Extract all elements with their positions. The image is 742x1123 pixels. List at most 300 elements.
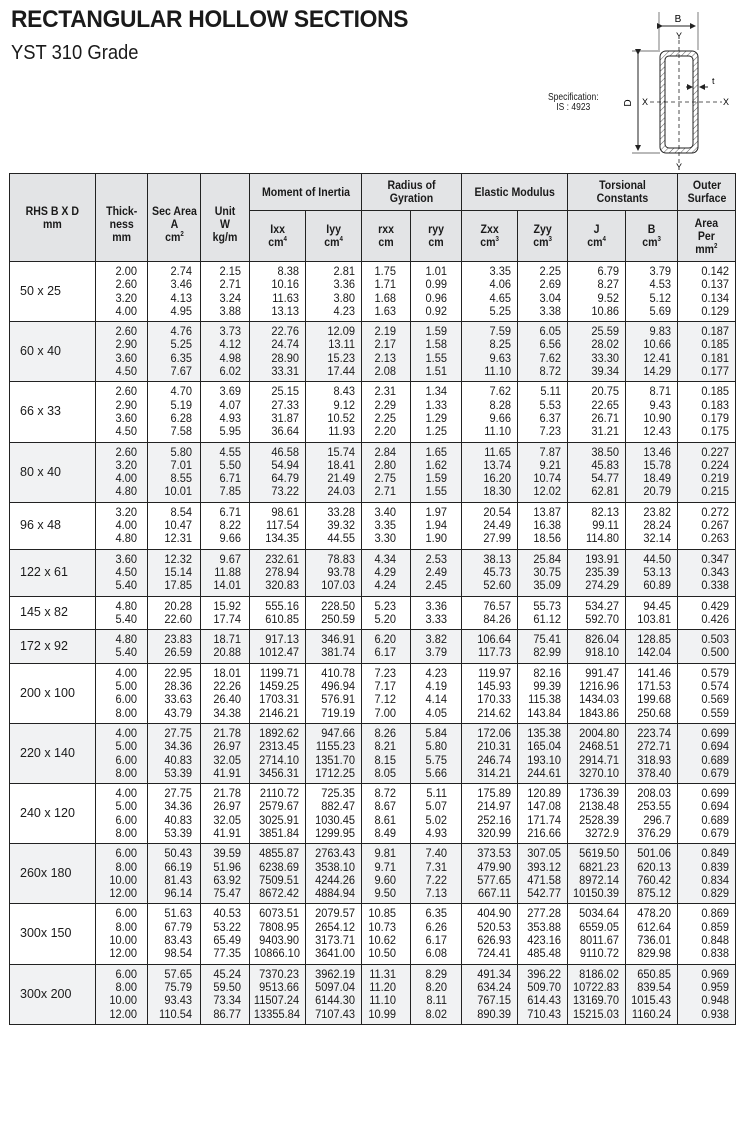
zyy-value: 5.11 <box>540 384 562 399</box>
thickness-label: t <box>712 76 715 86</box>
torsional-b-value: 8.71 <box>649 384 672 399</box>
torsional-b-value: 501.06 <box>637 846 672 861</box>
zxx-value: 117.73 <box>478 645 512 660</box>
rxx-value: 8.21 <box>374 739 397 754</box>
thickness-value: 2.90 <box>115 337 137 352</box>
unit-weight-cell <box>201 723 250 783</box>
iyy-value: 381.74 <box>321 645 356 660</box>
outer-surface-area-cell <box>678 723 736 783</box>
ryy-value: 5.80 <box>425 739 448 754</box>
torsional-j-cell <box>568 502 626 549</box>
torsional-j-value: 2004.80 <box>579 725 620 740</box>
zyy-value: 542.77 <box>527 886 562 901</box>
iyy-value: 33.28 <box>327 504 356 519</box>
rxx-value: 2.20 <box>374 424 397 439</box>
zyy-value: 193.10 <box>527 752 562 767</box>
ryy-value: 5.11 <box>426 786 448 801</box>
iyy-value: 24.03 <box>327 484 356 499</box>
torsional-b-value: 736.01 <box>637 933 672 948</box>
ryy-value: 8.20 <box>425 979 448 994</box>
rxx-value: 1.68 <box>374 290 397 305</box>
ryy-value: 1.29 <box>425 410 448 425</box>
rxx-value: 9.50 <box>374 886 397 901</box>
thickness-value: 8.00 <box>115 705 137 720</box>
table-row <box>10 382 736 442</box>
rxx-value: 7.17 <box>374 679 397 694</box>
torsional-b-cell <box>626 382 678 442</box>
zyy-value: 75.41 <box>533 632 562 647</box>
torsional-b-value: 208.03 <box>637 786 672 801</box>
zyy-value: 277.28 <box>527 906 562 921</box>
zxx-value: 119.97 <box>478 665 512 680</box>
section-size: 240 x 120 <box>10 784 96 844</box>
outer-surface-area-value: 0.219 <box>701 471 730 486</box>
zyy-value: 165.04 <box>527 739 562 754</box>
iyy-cell <box>306 964 362 1024</box>
zxx-cell <box>462 382 518 442</box>
zyy-value: 216.66 <box>527 825 562 840</box>
zxx-value: 320.99 <box>477 825 512 840</box>
outer-surface-area-value: 0.503 <box>701 632 730 647</box>
sec-area-value: 5.25 <box>170 337 192 352</box>
torsional-b-value: 272.71 <box>637 739 672 754</box>
ryy-value: 4.23 <box>425 665 448 680</box>
ixx-value: 7370.23 <box>259 966 299 981</box>
thickness-cell <box>96 844 148 904</box>
rxx-cell <box>362 549 411 596</box>
depth-label: D <box>623 99 634 107</box>
thickness-value: 5.40 <box>115 578 137 593</box>
unit-weight-value: 51.96 <box>213 859 241 874</box>
rxx-value: 2.31 <box>374 384 397 399</box>
zxx-value: 7.59 <box>489 324 512 339</box>
iyy-value: 3173.71 <box>315 933 356 948</box>
unit-weight-value: 45.24 <box>213 966 241 981</box>
torsional-j-value: 20.75 <box>591 384 620 399</box>
rxx-value: 8.26 <box>374 725 397 740</box>
header-size: RHS B X D mm <box>10 174 96 262</box>
zxx-cell <box>462 596 518 630</box>
ixx-value: 73.22 <box>271 484 299 499</box>
zxx-cell <box>462 663 518 723</box>
sec-area-cell <box>148 723 201 783</box>
sec-area-value: 4.13 <box>170 290 192 305</box>
zyy-value: 7.87 <box>539 444 562 459</box>
torsional-b-cell <box>626 964 678 1024</box>
torsional-j-value: 3270.10 <box>579 765 620 780</box>
torsional-j-value: 45.83 <box>591 457 620 472</box>
thickness-value: 2.60 <box>115 324 137 339</box>
ryy-value: 1.51 <box>425 364 448 379</box>
ixx-value: 7509.51 <box>259 872 299 887</box>
zxx-value: 84.26 <box>483 611 512 626</box>
zxx-value: 4.06 <box>489 277 512 292</box>
outer-surface-area-value: 0.134 <box>701 290 730 305</box>
unit-weight-cell <box>201 844 250 904</box>
thickness-value: 2.00 <box>115 264 137 278</box>
zxx-value: 9.63 <box>489 350 512 365</box>
torsional-j-value: 1843.86 <box>579 705 620 720</box>
table-row <box>10 322 736 382</box>
outer-surface-area-value: 0.215 <box>701 484 730 499</box>
sec-area-value: 12.31 <box>164 531 192 546</box>
outer-surface-area-value: 0.574 <box>701 679 730 694</box>
unit-weight-value: 34.38 <box>213 705 241 720</box>
unit-weight-value: 26.97 <box>213 799 241 814</box>
rxx-value: 11.20 <box>369 979 397 994</box>
outer-surface-area-value: 0.179 <box>701 410 730 425</box>
thickness-value: 4.00 <box>115 471 137 486</box>
outer-surface-area-value: 0.338 <box>701 578 730 593</box>
zxx-value: 76.57 <box>483 598 512 613</box>
unit-weight-value: 9.66 <box>219 531 241 546</box>
ryy-value: 3.36 <box>425 598 448 613</box>
rxx-value: 3.35 <box>374 518 397 533</box>
sec-area-value: 50.43 <box>164 846 192 861</box>
torsional-j-value: 10722.83 <box>572 979 620 994</box>
sec-area-value: 27.75 <box>164 725 192 740</box>
ryy-value: 6.26 <box>425 919 448 934</box>
zxx-cell <box>462 322 518 382</box>
sec-area-value: 96.14 <box>164 886 192 901</box>
zxx-value: 18.30 <box>483 484 512 499</box>
torsional-b-value: 103.81 <box>637 611 672 626</box>
ryy-value: 1.97 <box>425 504 448 519</box>
unit-weight-value: 6.71 <box>219 471 241 486</box>
torsional-j-value: 54.77 <box>591 471 620 486</box>
outer-surface-area-value: 0.869 <box>701 906 730 921</box>
ixx-value: 6238.69 <box>259 859 299 874</box>
iyy-cell <box>306 784 362 844</box>
header-unit-weight: Unit W kg/m <box>201 174 250 262</box>
iyy-value: 1030.45 <box>315 812 356 827</box>
zyy-value: 396.22 <box>527 966 562 981</box>
ryy-value: 3.79 <box>425 645 448 660</box>
rxx-value: 8.15 <box>374 752 397 767</box>
ixx-value: 2579.67 <box>259 799 299 814</box>
iyy-value: 3.36 <box>333 277 356 292</box>
unit-weight-value: 2.71 <box>219 277 241 292</box>
ixx-value: 36.64 <box>271 424 299 439</box>
ryy-value: 1.33 <box>425 397 448 412</box>
header-moment-of-inertia: Moment of Inertia <box>250 174 362 211</box>
outer-surface-area-cell <box>678 596 736 630</box>
iyy-value: 4.23 <box>333 303 356 318</box>
outer-surface-area-value: 0.272 <box>701 504 730 519</box>
rxx-value: 8.61 <box>374 812 397 827</box>
zyy-value: 2.25 <box>539 264 562 278</box>
ryy-value: 6.17 <box>425 933 448 948</box>
section-size: 50 x 25 <box>10 262 96 322</box>
iyy-cell <box>306 844 362 904</box>
ixx-value: 117.54 <box>266 518 299 533</box>
rxx-value: 1.63 <box>374 303 397 318</box>
zyy-cell <box>518 502 568 549</box>
ryy-value: 0.92 <box>425 303 448 318</box>
sec-area-value: 5.80 <box>170 444 192 459</box>
ryy-value: 1.25 <box>425 424 448 439</box>
unit-weight-value: 77.35 <box>213 946 241 961</box>
ryy-cell <box>411 549 462 596</box>
torsional-j-value: 6559.05 <box>579 919 620 934</box>
zyy-value: 115.38 <box>528 692 562 707</box>
thickness-value: 4.80 <box>115 598 137 613</box>
ryy-value: 5.66 <box>425 765 448 780</box>
torsional-b-value: 223.74 <box>637 725 672 740</box>
outer-surface-area-value: 0.429 <box>701 598 730 613</box>
zyy-value: 61.12 <box>533 611 562 626</box>
thickness-value: 5.00 <box>115 799 137 814</box>
torsional-b-value: 13.46 <box>643 444 672 459</box>
zyy-value: 16.38 <box>533 518 562 533</box>
ixx-value: 1199.71 <box>259 665 299 680</box>
rxx-value: 2.75 <box>374 471 397 486</box>
torsional-j-cell <box>568 784 626 844</box>
rxx-value: 11.31 <box>369 966 397 981</box>
ixx-value: 46.58 <box>271 444 299 459</box>
ixx-value: 22.76 <box>271 324 299 339</box>
thickness-value: 5.40 <box>115 611 137 626</box>
section-size: 200 x 100 <box>10 663 96 723</box>
unit-weight-value: 63.92 <box>213 872 241 887</box>
unit-weight-value: 9.67 <box>219 551 241 566</box>
rxx-value: 9.81 <box>374 846 397 861</box>
unit-weight-cell <box>201 784 250 844</box>
grade-subtitle: YST 310 Grade <box>11 42 139 64</box>
outer-surface-area-value: 0.559 <box>701 705 730 720</box>
ixx-value: 13.13 <box>271 303 299 318</box>
torsional-j-cell <box>568 442 626 502</box>
thickness-value: 3.60 <box>115 410 137 425</box>
sec-area-cell <box>148 784 201 844</box>
unit-weight-value: 75.47 <box>213 886 241 901</box>
zyy-value: 147.08 <box>527 799 562 814</box>
torsional-b-value: 253.55 <box>637 799 672 814</box>
ryy-value: 4.93 <box>425 825 448 840</box>
unit-weight-value: 3.69 <box>219 384 241 399</box>
iyy-value: 3.80 <box>333 290 356 305</box>
zxx-cell <box>462 784 518 844</box>
thickness-value: 4.00 <box>115 665 137 680</box>
zxx-value: 24.49 <box>483 518 512 533</box>
axis-x-right-label: X <box>722 97 730 107</box>
iyy-value: 7107.43 <box>315 1006 356 1021</box>
thickness-value: 12.00 <box>109 946 137 961</box>
ixx-value: 278.94 <box>265 564 299 579</box>
torsional-b-value: 28.24 <box>643 518 672 533</box>
zxx-value: 8.28 <box>489 397 512 412</box>
unit-weight-value: 8.22 <box>219 518 241 533</box>
rxx-cell <box>362 322 411 382</box>
rxx-value: 8.67 <box>374 799 397 814</box>
unit-weight-cell <box>201 442 250 502</box>
iyy-value: 947.66 <box>321 725 356 740</box>
ryy-value: 0.96 <box>425 290 448 305</box>
zxx-cell <box>462 262 518 322</box>
torsional-j-value: 534.27 <box>585 598 620 613</box>
thickness-value: 5.40 <box>115 645 137 660</box>
torsional-j-value: 25.59 <box>591 324 620 339</box>
outer-surface-area-cell <box>678 382 736 442</box>
header-zyy: Zyy $cm^3$ <box>518 211 568 262</box>
section-size: 66 x 33 <box>10 382 96 442</box>
ryy-value: 1.94 <box>425 518 448 533</box>
thickness-value: 10.00 <box>109 872 137 887</box>
torsional-b-value: 296.7 <box>643 812 672 827</box>
torsional-j-cell <box>568 964 626 1024</box>
sec-area-value: 10.47 <box>164 518 192 533</box>
rxx-cell <box>362 442 411 502</box>
zyy-value: 3.04 <box>539 290 562 305</box>
unit-weight-value: 4.07 <box>219 397 241 412</box>
torsional-b-cell <box>626 322 678 382</box>
iyy-value: 17.44 <box>327 364 356 379</box>
iyy-cell <box>306 904 362 964</box>
torsional-b-value: 44.50 <box>643 551 672 566</box>
torsional-j-value: 8972.14 <box>579 872 620 887</box>
unit-weight-value: 15.92 <box>213 598 241 613</box>
torsional-j-cell <box>568 596 626 630</box>
section-size: 260x 180 <box>10 844 96 904</box>
zyy-value: 25.84 <box>533 551 562 566</box>
unit-weight-value: 21.78 <box>213 725 241 740</box>
torsional-b-value: 5.12 <box>649 290 672 305</box>
ryy-cell <box>411 663 462 723</box>
iyy-value: 250.59 <box>321 611 356 626</box>
torsional-b-value: 20.79 <box>643 484 672 499</box>
thickness-cell <box>96 630 148 664</box>
unit-weight-value: 4.93 <box>219 410 241 425</box>
unit-weight-value: 2.15 <box>219 264 241 278</box>
unit-weight-value: 4.98 <box>219 350 241 365</box>
torsional-j-cell <box>568 262 626 322</box>
zxx-value: 890.39 <box>477 1006 512 1021</box>
sec-area-value: 67.79 <box>164 919 192 934</box>
outer-surface-area-value: 0.569 <box>701 692 730 707</box>
zyy-value: 3.38 <box>539 303 562 318</box>
zxx-value: 20.54 <box>483 504 512 519</box>
thickness-cell <box>96 723 148 783</box>
rxx-value: 6.17 <box>374 645 397 660</box>
torsional-b-value: 199.68 <box>637 692 672 707</box>
ryy-value: 2.45 <box>425 578 448 593</box>
ixx-value: 7808.95 <box>259 919 299 934</box>
ixx-value: 13355.84 <box>253 1006 300 1021</box>
table-row <box>10 262 736 322</box>
torsional-j-value: 1216.96 <box>579 679 620 694</box>
zxx-value: 214.62 <box>477 705 512 720</box>
thickness-value: 12.00 <box>109 1006 137 1021</box>
iyy-value: 78.83 <box>327 551 356 566</box>
zyy-value: 171.74 <box>527 812 562 827</box>
specification-note <box>548 93 599 113</box>
ixx-value: 25.15 <box>271 384 299 399</box>
sec-area-value: 53.39 <box>164 825 192 840</box>
zxx-value: 175.89 <box>477 786 512 801</box>
sec-area-cell <box>148 844 201 904</box>
ryy-value: 2.49 <box>425 564 448 579</box>
torsional-j-value: 99.11 <box>592 518 620 533</box>
sec-area-value: 20.28 <box>164 598 192 613</box>
unit-weight-value: 32.05 <box>213 752 241 767</box>
ixx-value: 8.38 <box>277 264 299 278</box>
ryy-value: 1.34 <box>425 384 448 399</box>
iyy-value: 725.35 <box>321 786 356 801</box>
ryy-value: 1.58 <box>425 337 448 352</box>
torsional-b-value: 53.13 <box>643 564 672 579</box>
rxx-value: 5.23 <box>374 598 397 613</box>
ryy-value: 4.05 <box>425 705 448 720</box>
torsional-b-value: 318.93 <box>637 752 672 767</box>
sec-area-value: 4.95 <box>170 303 192 318</box>
table-body <box>10 262 736 1025</box>
outer-surface-area-value: 0.969 <box>701 966 730 981</box>
torsional-j-cell <box>568 663 626 723</box>
zyy-value: 10.74 <box>533 471 562 486</box>
zyy-value: 423.16 <box>527 933 562 948</box>
rxx-value: 10.62 <box>368 933 397 948</box>
sec-area-cell <box>148 904 201 964</box>
thickness-value: 5.00 <box>115 739 137 754</box>
table-row <box>10 904 736 964</box>
ixx-value: 24.74 <box>271 337 299 352</box>
zxx-value: 16.20 <box>483 471 512 486</box>
ryy-value: 8.11 <box>426 993 448 1008</box>
sec-area-value: 4.76 <box>170 324 192 339</box>
ixx-value: 31.87 <box>271 410 299 425</box>
torsional-j-cell <box>568 844 626 904</box>
iyy-value: 576.91 <box>321 692 356 707</box>
torsional-b-value: 376.29 <box>637 825 672 840</box>
ryy-value: 1.90 <box>425 531 448 546</box>
iyy-value: 1712.25 <box>315 765 356 780</box>
sec-area-value: 23.83 <box>164 632 192 647</box>
outer-surface-area-value: 0.187 <box>701 324 730 339</box>
ixx-value: 2313.45 <box>259 739 299 754</box>
zyy-value: 6.37 <box>539 410 562 425</box>
torsional-j-value: 826.04 <box>585 632 620 647</box>
ryy-cell <box>411 964 462 1024</box>
ixx-value: 3025.91 <box>259 812 299 827</box>
ryy-cell <box>411 784 462 844</box>
outer-surface-area-value: 0.829 <box>701 886 730 901</box>
rxx-value: 1.71 <box>374 277 397 292</box>
zxx-value: 667.11 <box>478 886 512 901</box>
zxx-value: 106.64 <box>477 632 512 647</box>
zxx-value: 11.65 <box>484 444 512 459</box>
torsional-b-cell <box>626 723 678 783</box>
sec-area-cell <box>148 596 201 630</box>
zyy-cell <box>518 784 568 844</box>
unit-weight-value: 39.59 <box>213 846 241 861</box>
zxx-value: 479.90 <box>477 859 512 874</box>
thickness-value: 6.00 <box>115 752 137 767</box>
ixx-cell <box>250 784 306 844</box>
zyy-cell <box>518 663 568 723</box>
thickness-value: 4.00 <box>115 725 137 740</box>
table-header <box>10 174 736 262</box>
torsional-b-value: 15.78 <box>643 457 672 472</box>
torsional-b-value: 171.53 <box>637 679 672 694</box>
ixx-value: 1703.31 <box>259 692 299 707</box>
ixx-cell <box>250 382 306 442</box>
iyy-value: 11.93 <box>328 424 356 439</box>
thickness-value: 4.80 <box>115 632 137 647</box>
sec-area-value: 51.63 <box>164 906 192 921</box>
sec-area-cell <box>148 549 201 596</box>
iyy-value: 93.78 <box>327 564 356 579</box>
torsional-j-value: 8011.67 <box>579 933 620 948</box>
